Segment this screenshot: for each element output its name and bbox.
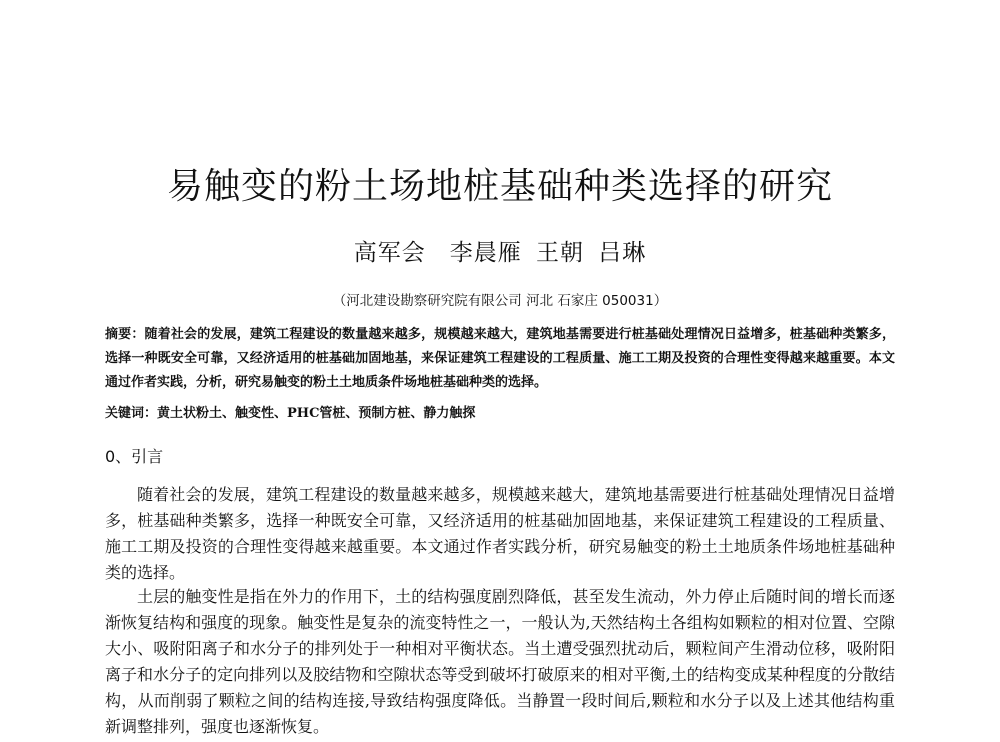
section-heading-introduction: 0、引言 [105,447,164,466]
paper-title: 易触变的粉土场地桩基础种类选择的研究 [166,166,833,207]
body-paragraph: 土层的触变性是指在外力的作用下，土的结构强度剧烈降低，甚至发生流动，外力停止后随时间的增长而逐渐恢复结构和强度的现象。触变性是复杂的流变特性之一，一般认为,天然结构土各组构如颗粒的相对位置、空隙大小、吸附阳离子和水分子的排列处于一种相对平衡状态。当土遭受强烈扰动后，颗粒间产生滑动位移，吸附阳离子和水分子的定向排列以及胶结物和空隙状态等受到破坏打破原来的相对平衡,土的结构变成某种程度的分散结构，从而削弱了颗粒之间的结构连接,导致结构强度降低。当静置一段时间后,颗粒和水分子以及上述其他结构重新调整排列，强度也逐渐恢复。 [105,587,895,736]
keywords [105,402,895,426]
author-affiliation: （河北建设勘察研究院有限公司 河北 石家庄 050031） [332,293,668,309]
body-paragraph: 随着社会的发展，建筑工程建设的数量越来越多，规模越来越大，建筑地基需要进行桩基础处理情况日益增多，桩基础种类繁多，选择一种既安全可靠，又经济适用的桩基础加固地基，来保证建筑工程建设的工程质量、施工工期及投资的合理性变得越来越重要。本文通过作者实践分析，研究易触变的粉土土地质条件场地桩基础种类的选择。 [105,485,895,582]
abstract-label: 摘要： [105,327,145,342]
author-list: 高军会 李晨雁 王朝 吕琳 [353,240,647,266]
abstract [105,323,895,395]
keywords-label: 关键词： [105,406,158,421]
abstract-text: 随着社会的发展，建筑工程建设的数量越来越多，规模越来越大，建筑地基需要进行桩基础处理情况日益增多，桩基础种类繁多，选择一种既安全可靠，又经济适用的桩基础加固地基，来保证建筑工程建设的工程质量、施工工期及投资的合理性变得越来越重要。本文通过作者实践，分析，研究易触变的粉土土地质条件场地桩基础种类的选择。 [105,327,895,390]
keywords-text: 黄土状粉土、触变性、PHC管桩、预制方桩、静力触探 [157,406,476,421]
